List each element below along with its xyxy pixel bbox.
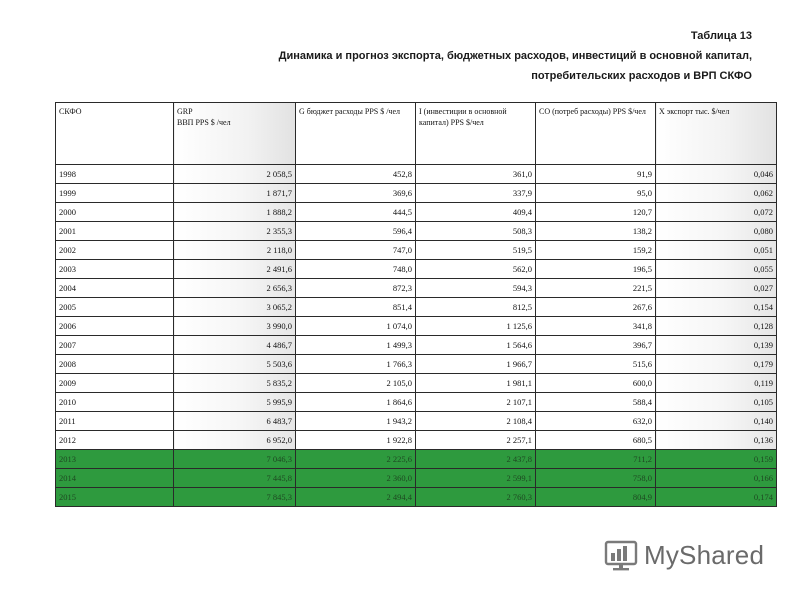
table-row-forecast: [56, 469, 777, 488]
cell-x: 0,055: [656, 260, 777, 279]
table-number: Таблица 13: [690, 30, 752, 42]
table-row: [56, 165, 777, 184]
cell-grp: 5 503,6: [174, 355, 296, 374]
table-row: [56, 374, 777, 393]
cell-co: 804,9: [536, 488, 656, 507]
cell-i: 2 760,3: [416, 488, 536, 507]
cell-grp: 6 952,0: [174, 431, 296, 450]
cell-grp: 5 835,2: [174, 374, 296, 393]
cell-x: 0,154: [656, 298, 777, 317]
cell-year: 2009: [56, 374, 174, 393]
table-row: [56, 431, 777, 450]
cell-year: 2004: [56, 279, 174, 298]
cell-grp: 2 118,0: [174, 241, 296, 260]
cell-i: 508,3: [416, 222, 536, 241]
cell-year: 2010: [56, 393, 174, 412]
cell-x: 0,136: [656, 431, 777, 450]
brand-name: MyShared: [644, 539, 765, 570]
cell-i: 2 437,8: [416, 450, 536, 469]
cell-g: 1 864,6: [296, 393, 416, 412]
cell-g: 2 225,6: [296, 450, 416, 469]
cell-g: 2 494,4: [296, 488, 416, 507]
cell-x: 0,051: [656, 241, 777, 260]
cell-g: 369,6: [296, 184, 416, 203]
cell-g: 747,0: [296, 241, 416, 260]
table-row: [56, 279, 777, 298]
cell-grp: 2 491,6: [174, 260, 296, 279]
cell-i: 1 981,1: [416, 374, 536, 393]
presentation-screen-icon: [604, 538, 638, 572]
table-row-forecast: [56, 488, 777, 507]
cell-grp: 3 065,2: [174, 298, 296, 317]
table-caption: [279, 26, 752, 86]
table-row: [56, 298, 777, 317]
cell-x: 0,140: [656, 412, 777, 431]
cell-g: 452,8: [296, 165, 416, 184]
cell-year: 2013: [56, 450, 174, 469]
header-i: I (инвестиции в основной капитал) PPS $/чел: [416, 103, 536, 165]
cell-year: 2008: [56, 355, 174, 374]
cell-i: 409,4: [416, 203, 536, 222]
cell-grp: 4 486,7: [174, 336, 296, 355]
cell-i: 1 564,6: [416, 336, 536, 355]
header-grp-line-2: ВВП PPS $ /чел: [177, 118, 231, 127]
cell-grp: 6 483,7: [174, 412, 296, 431]
cell-year: 2003: [56, 260, 174, 279]
cell-i: 2 599,1: [416, 469, 536, 488]
cell-co: 341,8: [536, 317, 656, 336]
header-grp-line-1: GRP: [177, 107, 193, 116]
header-region: СКФО: [56, 103, 174, 165]
cell-year: 2011: [56, 412, 174, 431]
cell-co: 588,4: [536, 393, 656, 412]
table-row: [56, 317, 777, 336]
cell-co: 680,5: [536, 431, 656, 450]
table-row: [56, 222, 777, 241]
cell-year: 2000: [56, 203, 174, 222]
cell-i: 1 966,7: [416, 355, 536, 374]
cell-i: 562,0: [416, 260, 536, 279]
cell-co: 95,0: [536, 184, 656, 203]
cell-grp: 1 871,7: [174, 184, 296, 203]
cell-year: 2001: [56, 222, 174, 241]
cell-x: 0,119: [656, 374, 777, 393]
cell-co: 159,2: [536, 241, 656, 260]
cell-g: 1 922,8: [296, 431, 416, 450]
table-row: [56, 260, 777, 279]
cell-i: 361,0: [416, 165, 536, 184]
cell-co: 91,9: [536, 165, 656, 184]
cell-co: 711,2: [536, 450, 656, 469]
header-g: G бюджет расходы PPS $ /чел: [296, 103, 416, 165]
cell-i: 594,3: [416, 279, 536, 298]
myshared-watermark: [604, 536, 764, 574]
cell-g: 1 074,0: [296, 317, 416, 336]
cell-year: 1999: [56, 184, 174, 203]
cell-i: 2 108,4: [416, 412, 536, 431]
table-row: [56, 184, 777, 203]
cell-grp: 2 355,3: [174, 222, 296, 241]
cell-g: 1 943,2: [296, 412, 416, 431]
cell-year: 2006: [56, 317, 174, 336]
cell-x: 0,062: [656, 184, 777, 203]
cell-x: 0,072: [656, 203, 777, 222]
table-title-line-1: Динамика и прогноз экспорта, бюджетных расходов, инвестиций в основной капитал,: [278, 50, 752, 62]
cell-year: 2007: [56, 336, 174, 355]
cell-grp: 3 990,0: [174, 317, 296, 336]
table-row: [56, 336, 777, 355]
table-row: [56, 203, 777, 222]
header-grp: [174, 103, 296, 165]
cell-x: 0,046: [656, 165, 777, 184]
cell-grp: 7 046,3: [174, 450, 296, 469]
table-header-row: [56, 103, 777, 165]
cell-x: 0,080: [656, 222, 777, 241]
cell-g: 1 499,3: [296, 336, 416, 355]
cell-year: 2015: [56, 488, 174, 507]
cell-g: 1 766,3: [296, 355, 416, 374]
cell-grp: 2 058,5: [174, 165, 296, 184]
cell-g: 444,5: [296, 203, 416, 222]
cell-year: 1998: [56, 165, 174, 184]
cell-year: 2005: [56, 298, 174, 317]
table-row: [56, 393, 777, 412]
cell-co: 600,0: [536, 374, 656, 393]
cell-co: 221,5: [536, 279, 656, 298]
cell-co: 120,7: [536, 203, 656, 222]
cell-co: 758,0: [536, 469, 656, 488]
cell-co: 632,0: [536, 412, 656, 431]
cell-x: 0,159: [656, 450, 777, 469]
header-co: CO (потреб расходы) PPS $/чел: [536, 103, 656, 165]
table-row-forecast: [56, 450, 777, 469]
cell-x: 0,179: [656, 355, 777, 374]
cell-x: 0,027: [656, 279, 777, 298]
cell-year: 2002: [56, 241, 174, 260]
cell-grp: 7 845,3: [174, 488, 296, 507]
data-table: [55, 102, 777, 507]
table-row: [56, 355, 777, 374]
cell-co: 138,2: [536, 222, 656, 241]
cell-co: 267,6: [536, 298, 656, 317]
cell-year: 2014: [56, 469, 174, 488]
cell-co: 196,5: [536, 260, 656, 279]
cell-g: 748,0: [296, 260, 416, 279]
cell-grp: 1 888,2: [174, 203, 296, 222]
cell-i: 337,9: [416, 184, 536, 203]
table-row: [56, 412, 777, 431]
cell-x: 0,174: [656, 488, 777, 507]
cell-grp: 5 995,9: [174, 393, 296, 412]
cell-x: 0,105: [656, 393, 777, 412]
cell-i: 2 107,1: [416, 393, 536, 412]
cell-g: 2 105,0: [296, 374, 416, 393]
cell-x: 0,128: [656, 317, 777, 336]
cell-x: 0,166: [656, 469, 777, 488]
cell-grp: 2 656,3: [174, 279, 296, 298]
cell-g: 2 360,0: [296, 469, 416, 488]
cell-g: 851,4: [296, 298, 416, 317]
cell-co: 396,7: [536, 336, 656, 355]
cell-co: 515,6: [536, 355, 656, 374]
cell-i: 2 257,1: [416, 431, 536, 450]
table-row: [56, 241, 777, 260]
cell-i: 1 125,6: [416, 317, 536, 336]
cell-g: 872,3: [296, 279, 416, 298]
cell-i: 519,5: [416, 241, 536, 260]
cell-grp: 7 445,8: [174, 469, 296, 488]
header-x: X экспорт тыс. $/чел: [656, 103, 777, 165]
table-title-line-2: потребительских расходов и ВРП СКФО: [531, 70, 752, 82]
cell-year: 2012: [56, 431, 174, 450]
cell-g: 596,4: [296, 222, 416, 241]
cell-x: 0,139: [656, 336, 777, 355]
cell-i: 812,5: [416, 298, 536, 317]
